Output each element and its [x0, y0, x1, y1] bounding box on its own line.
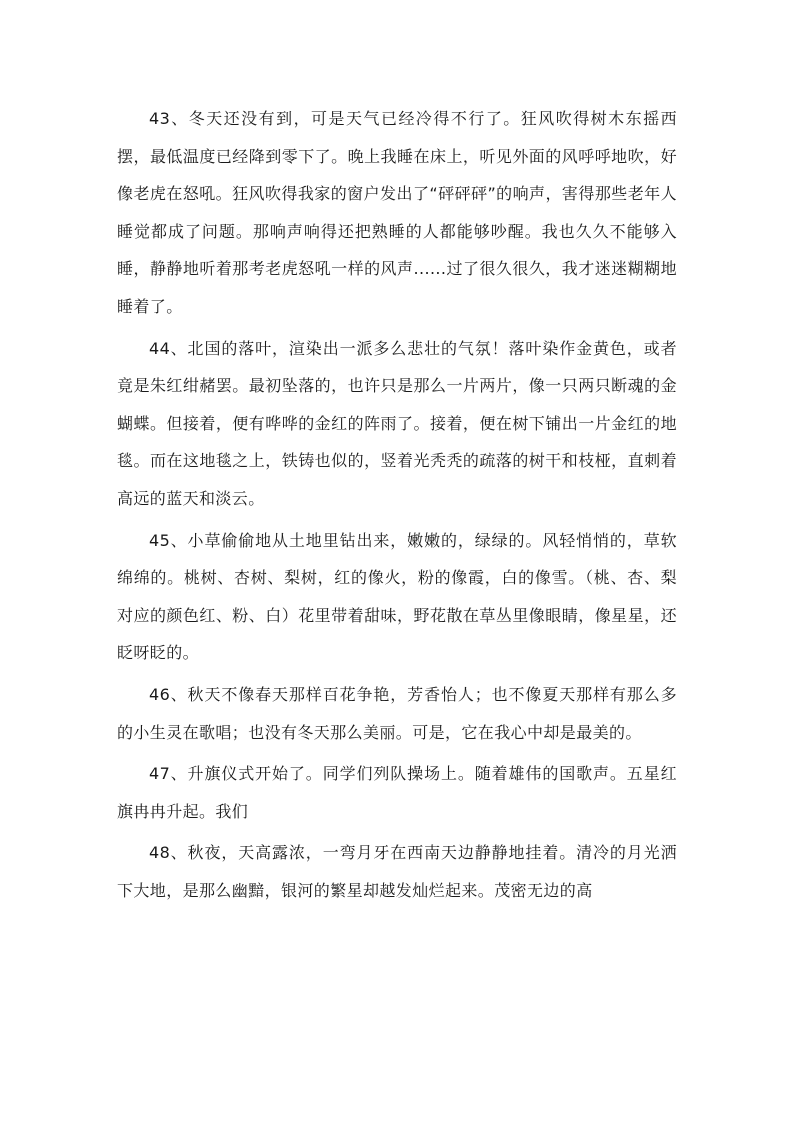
paragraph-46: 46、秋天不像春天那样百花争艳，芳香怡人；也不像夏天那样有那么多的小生灵在歌唱；也没有冬天那么美丽。可是，它在我心中却是最美的。 [117, 684, 677, 742]
paragraph-43: 43、冬天还没有到，可是天气已经冷得不行了。狂风吹得树木东摇西摆，最低温度已经降到零下了。晚上我睡在床上，听见外面的风呼呼地吹，好像老虎在怒吼。狂风吹得我家的窗户发出了“砰砰砰”的响声，害得那些老年人睡觉都成了问题。那响声响得还把熟睡的人都能够吵醒。我也久久不能够入睡，静静地听着那考老虎怒吼一样的风声......过了很久很久，我才迷迷糊糊地睡着了。 [117, 109, 677, 316]
paragraph-48: 48、秋夜，天高露浓，一弯月牙在西南天边静静地挂着。清冷的月光洒下大地，是那么幽黯，银河的繁星却越发灿烂起来。茂密无边的高 [117, 843, 677, 900]
document-body [117, 100, 677, 913]
paragraph-45: 45、小草偷偷地从土地里钻出来，嫩嫩的，绿绿的。风轻悄悄的，草软绵绵的。桃树、杏树、梨树，红的像火，粉的像霞，白的像雪。（桃、杏、梨对应的颜色红、粉、白）花里带着甜味，野花散在草丛里像眼睛，像星星，还眨呀眨的。 [117, 530, 677, 663]
paragraph-47: 47、升旗仪式开始了。同学们列队操场上。随着雄伟的国歌声。五星红旗冉冉升起。我们 [117, 764, 677, 821]
paragraph-44: 44、北国的落叶，渲染出一派多么悲壮的气氛！落叶染作金黄色，或者竟是朱红绀赭罢。最初坠落的，也许只是那么一片两片，像一只两只断魂的金蝴蝶。但接着，便有哗哗的金红的阵雨了。接着，便在树下铺出一片金红的地毯。而在这地毯之上，铁铸也似的，竖着光秃秃的疏落的树干和枝桠，直刺着高远的蓝天和淡云。 [117, 338, 677, 508]
